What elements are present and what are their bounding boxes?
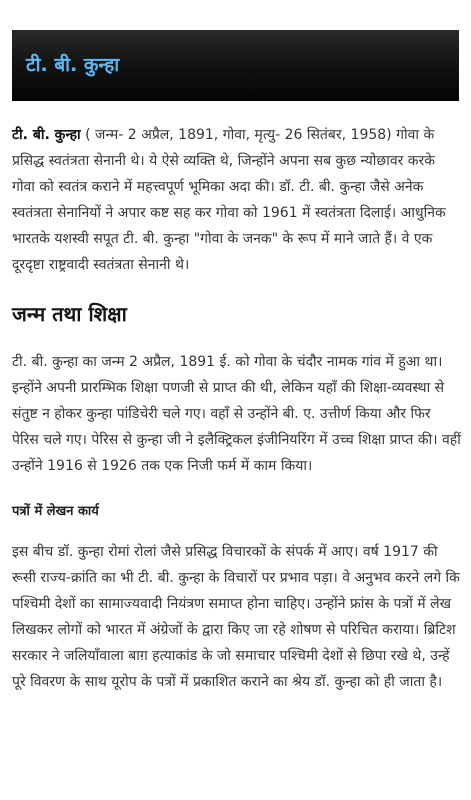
intro-text: ( जन्म- 2 अप्रैल, 1891, गोवा, मृत्यु- 26 सितंबर, 1958) गोवा के प्रसिद्ध स्वतंत्रता सेनानी थे। ये ऐसे व्यक्ति थे, जिन्होंने अपना सब कुछ न्योछावर करके गोवा को स्वतंत्र कराने में महत्त्वपूर्ण भूमिका अदा की। डॉ. टी. बी. कुन्हा जैसे अनेक स्वतंत्रता सेनानियों ने अपार कष्ट सह कर गोवा को 1961 में स्वतंत्रता दिलाई। आधुनिक भारतके यशस्वी सपूत टी. बी. कुन्हा "गोवा के जनक" के रूप में माने जाते हैं। वे एक दूरदृष्टा राष्ट्रवादी स्वतंत्रता सेनानी थे। bbox=[12, 127, 446, 273]
article-content bbox=[12, 122, 461, 695]
section-writing-paragraph: इस बीच डॉ. कुन्हा रोमां रोलां जैसे प्रसिद्ध विचारकों के संपर्क में आए। वर्ष 1917 की रूसी राज्य-क्रांति का भी टी. बी. कुन्हा के विचारों पर प्रभाव पड़ा। वे अनुभव करने लगे कि पश्चिमी देशों का सामाज्यवादी नियंत्रण समाप्त होना चाहिए। उन्होंने फ्रांस के पत्रों में लेख लिखकर लोगों को भारत में अंग्रेजों के द्वारा किए जा रहे शोषण से परिचित कराया। ब्रिटिश सरकार ने जलियाँवाला बाग़ हत्याकांड के जो समाचार पश्चिमी देशों से छिपा रखे थे, उन्हें पूरे विवरण के साथ यूरोप के पत्रों में प्रकाशित कराने का श्रेय डॉ. कुन्हा को ही जाता है। bbox=[12, 544, 460, 690]
section-heading-writing: पत्रों में लेखन कार्य bbox=[12, 504, 99, 519]
section-heading-birth: जन्म तथा शिक्षा bbox=[12, 302, 127, 326]
intro-name: टी. बी. कुन्हा bbox=[12, 127, 81, 143]
title-bar bbox=[12, 30, 459, 101]
page-title: टी. बी. कुन्हा bbox=[26, 54, 120, 76]
section-birth-paragraph: टी. बी. कुन्हा का जन्म 2 अप्रैल, 1891 ई. को गोवा के चंदौर नामक गांव में हुआ था। इन्होंने अपनी प्रारम्भिक शिक्षा पणजी से प्राप्त की थी, लेकिन यहाँ की शिक्षा-व्यवस्था से संतुष्ट न होकर कुन्हा पांडिचेरी चले गए। वहाँ से उन्होंने बी. ए. उत्तीर्ण किया और फिर पेरिस चले गए। पेरिस से कुन्हा जी ने इलैक्ट्रिकल इंजीनियरिंग में उच्च शिक्षा प्राप्त की। वहीं उन्होंने 1916 से 1926 तक एक निजी फर्म में काम किया। bbox=[12, 354, 461, 474]
intro-paragraph bbox=[12, 122, 461, 278]
